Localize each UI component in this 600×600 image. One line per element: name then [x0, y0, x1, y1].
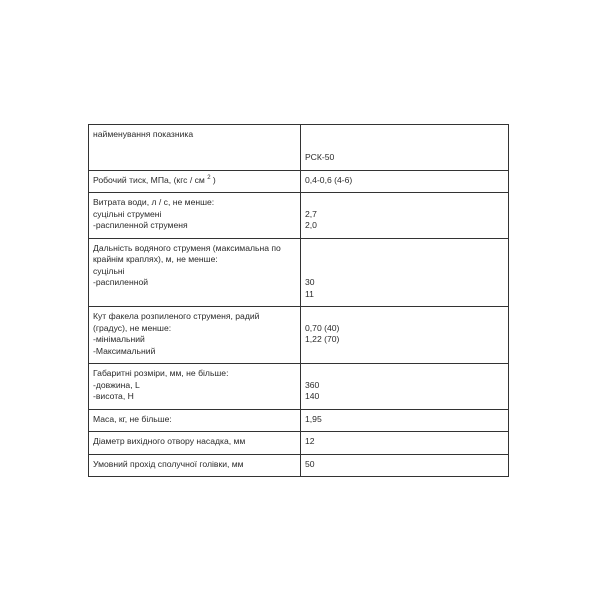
parameter-name-line: суцільні струмені [93, 208, 162, 219]
parameter-name-line: Діаметр вихідного отвору насадка, мм [93, 436, 246, 446]
parameter-name-cell [89, 454, 301, 477]
parameter-value-cell [301, 238, 509, 307]
parameter-name-line: найменування показника [93, 129, 194, 139]
parameter-name-line: -Максимальний [93, 345, 156, 356]
table-row [89, 125, 509, 171]
parameter-value-line: 11 [305, 288, 314, 299]
parameter-value-cell [301, 409, 509, 432]
parameter-value-line: 12 [305, 436, 315, 446]
table-row [89, 454, 509, 477]
parameter-value-line [305, 254, 504, 266]
parameter-value-line: 30 [305, 277, 315, 287]
parameter-value-line: 50 [305, 458, 315, 469]
parameter-name-line: Витрата води, л / с, не менше: [93, 197, 215, 207]
parameter-name-line: -распиленной струменя [93, 220, 188, 230]
parameter-name-cell [89, 307, 301, 364]
parameter-value-line [305, 243, 504, 255]
parameter-name-cell [89, 170, 301, 193]
parameter-value-line [305, 129, 504, 141]
parameter-name-line: Умовний прохід сполучної голівки, мм [93, 458, 244, 469]
table-row [89, 170, 509, 193]
parameter-name-line: -распиленной [93, 277, 149, 287]
parameter-name-line: -висота, Н [93, 391, 134, 401]
parameter-value-line: 360 [305, 379, 320, 390]
parameter-name-line: -довжина, L [93, 379, 140, 390]
parameter-name-line: Дальність водяного струменя (максимальна по крайнім краплях), м, не менше: [93, 242, 281, 264]
parameter-value-cell [301, 125, 509, 171]
table-row [89, 409, 509, 432]
superscript: 2 [207, 174, 211, 181]
parameter-value-cell [301, 307, 509, 364]
parameter-value-cell [301, 432, 509, 455]
parameter-name-line: Габаритні розміри, мм, не більше: [93, 368, 229, 378]
parameter-name-line: -мінімальний [93, 334, 145, 344]
parameter-value-line: 140 [305, 391, 320, 401]
parameter-value-cell [301, 364, 509, 410]
parameter-value-cell [301, 193, 509, 239]
parameter-name-cell [89, 125, 301, 171]
parameter-value-line: 2,7 [305, 208, 317, 219]
table-row [89, 238, 509, 307]
parameter-value-line [305, 266, 504, 278]
parameter-value-line [305, 368, 504, 380]
parameter-value-cell [301, 454, 509, 477]
parameter-value-line: 0,70 (40) [305, 322, 340, 333]
parameter-value-line: 1,95 [305, 413, 322, 424]
parameter-value-line: 0,4-0,6 (4-6) [305, 174, 353, 185]
parameter-value-line [305, 141, 504, 153]
parameter-value-line: 1,22 (70) [305, 334, 340, 344]
parameter-name-cell [89, 432, 301, 455]
parameter-name-cell [89, 238, 301, 307]
parameter-name-cell [89, 193, 301, 239]
model-name: РСК-50 [305, 152, 335, 162]
table-row [89, 193, 509, 239]
parameter-value-line [305, 311, 504, 323]
table-row [89, 307, 509, 364]
spec-table [88, 124, 509, 477]
parameter-value-line: 2,0 [305, 220, 317, 230]
parameter-name-line [93, 175, 296, 187]
table-row [89, 364, 509, 410]
parameter-value-line [305, 197, 504, 209]
parameter-name-line: Маса, кг, не більше: [93, 413, 172, 424]
parameter-name-text: ) [210, 174, 216, 185]
parameter-name-line: Кут факела розпиленого струменя, радий (градус), не менше: [93, 311, 260, 333]
parameter-value-cell [301, 170, 509, 193]
parameter-name-line: суцільні [93, 265, 125, 276]
parameter-name-text: Робочий тиск, МПа, (кгс / см [93, 174, 208, 185]
table-row [89, 432, 509, 455]
parameter-name-cell [89, 409, 301, 432]
parameter-name-cell [89, 364, 301, 410]
